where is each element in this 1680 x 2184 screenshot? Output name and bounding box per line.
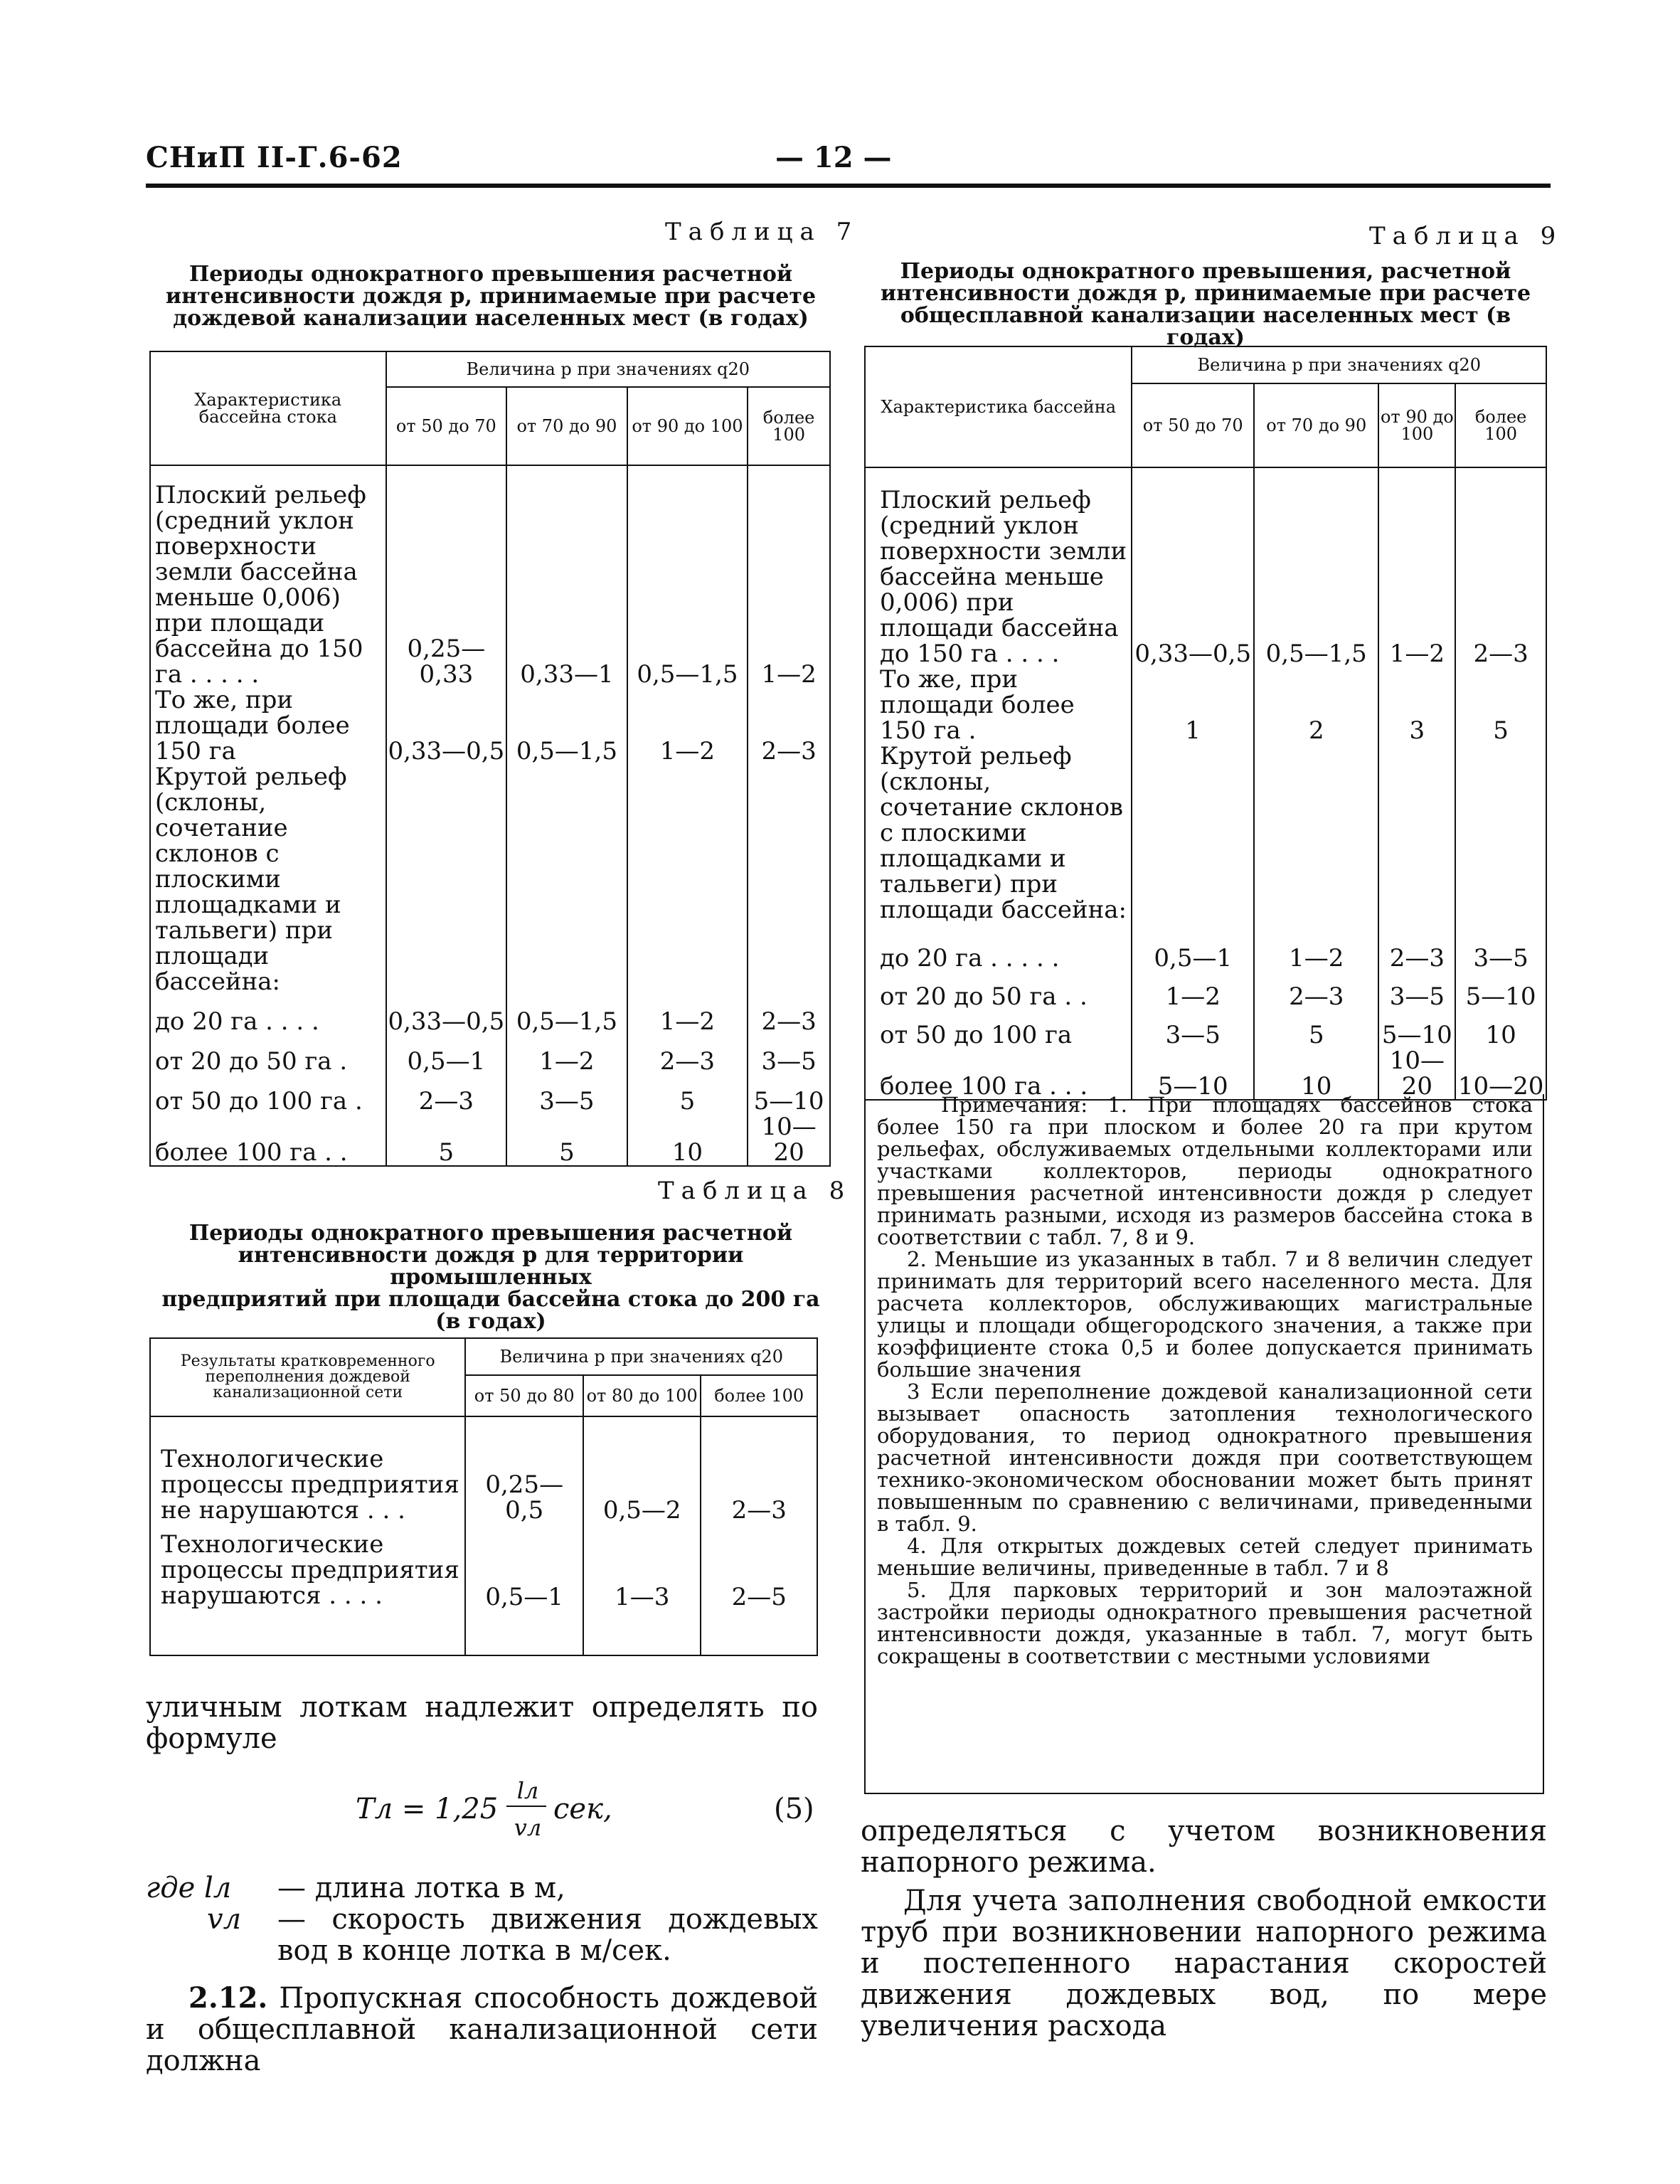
table9-cell: 2—3 <box>1378 933 1455 971</box>
table7 <box>149 351 831 1167</box>
table9-col-head: Характеристика бассейна <box>865 346 1132 467</box>
table8-group-head: Величина p при значениях q20 <box>465 1338 817 1375</box>
table9-cell: 5—10 <box>1132 1048 1254 1100</box>
table7-col: от 50 до 70 <box>386 387 507 465</box>
table9-col: от 90 до 100 <box>1378 383 1455 467</box>
right-para-2: Для учета заполнения свободной емкости труб при возникновении напорного режима и постепенного нарастания скоростей движения дождевых вод, по мере увеличения расхода <box>861 1885 1547 2042</box>
table9-cell: 0,5—1,5 <box>1254 467 1378 667</box>
table7-cell: 5 <box>506 1114 627 1166</box>
table7-col: от 90 до 100 <box>627 387 748 465</box>
table7-cell: 10 <box>627 1114 748 1166</box>
table7-cell: 2—3 <box>627 1034 748 1074</box>
table8-row-label: Технологические процессы предприятия нарушаются . . . . <box>150 1523 465 1655</box>
where-symbol-l: где lл <box>146 1872 232 1904</box>
table9-cell <box>1132 743 1254 933</box>
table8-caption-line: (в годах) <box>435 1309 546 1334</box>
formula-numerator: lл <box>516 1777 539 1804</box>
note-1: Примечания: 1. При площадях бассейнов стока более 150 га при плоском и более 20 га при крутом рельефах, обслуживаемых отдельными коллекторами или участками коллекторов, периоды однократного превышения расчетной интенсивности дождя p следует принимать разными, исходя из размеров бассейна стока в соответствии с табл. 7, 8 и 9. <box>877 1093 1533 1249</box>
table7-label: Таблица 7 <box>665 218 859 246</box>
table9-group-head: Величина p при значениях q20 <box>1132 346 1546 383</box>
table7-cell: 2—3 <box>386 1074 507 1114</box>
where-text-v: — скорость движения дождевых вод в конце лотка в м/сек. <box>277 1903 818 1967</box>
table7-cell <box>506 764 627 995</box>
table9-cell: 10—20 <box>1378 1048 1455 1100</box>
note-3: 3 Если переполнение дождевой канализационной сети вызывает опасность затопления технологического оборудования, то период однократного превышения расчетной интенсивности дождя при соответствующем технико-экономическом обосновании может быть принят повышенным по сравнению с величинами, приведенными в табл. 9. <box>877 1379 1533 1536</box>
table9-row-label: от 20 до 50 га . . <box>865 971 1132 1009</box>
para-2-12 <box>146 1983 818 2077</box>
table7-cell: 0,33—0,5 <box>386 995 507 1034</box>
table7-cell: 3—5 <box>748 1034 830 1074</box>
table9-cell: 1—2 <box>1132 971 1254 1009</box>
intro-text: уличным лоткам надлежит определять по формуле <box>146 1691 818 1755</box>
table7-row-label: То же, при площади более 150 га <box>150 687 386 764</box>
table7-cell: 0,25—0,33 <box>386 465 507 687</box>
where-symbol-v: vл <box>207 1903 242 1936</box>
table8-col: от 50 до 80 <box>465 1375 583 1416</box>
page-number: — 12 — <box>775 141 892 174</box>
table7-row-label: более 100 га . . <box>150 1114 386 1166</box>
document-code: СНиП II-Г.6-62 <box>146 141 403 174</box>
table7-row-label: Крутой рельеф (склоны, сочетание склонов с плоскими площадками и тальвеги) при площади бассейна: <box>150 764 386 995</box>
table7-col: от 70 до 90 <box>506 387 627 465</box>
table9-col: более 100 <box>1455 383 1546 467</box>
formula-unit: сек, <box>553 1793 612 1825</box>
table9 <box>864 346 1547 1101</box>
table7-cell: 0,5—1 <box>386 1034 507 1074</box>
table8-cell: 0,25—0,5 <box>465 1416 583 1523</box>
table8-cell: 1—3 <box>583 1523 701 1655</box>
table7-cell: 3—5 <box>506 1074 627 1114</box>
table8-row-label: Технологические процессы предприятия не нарушаются . . . <box>150 1416 465 1523</box>
table8-cell: 0,5—1 <box>465 1523 583 1655</box>
table9-caption-line: Периоды однократного превышения, расчетной <box>900 259 1511 284</box>
table9-row-label: до 20 га . . . . . <box>865 933 1132 971</box>
table8-caption-line: Периоды однократного превышения расчетной <box>188 1221 793 1246</box>
table7-row-label: от 50 до 100 га . <box>150 1074 386 1114</box>
formula-5 <box>356 1777 818 1862</box>
table9-row-label: от 50 до 100 га <box>865 1009 1132 1048</box>
table9-cell: 3—5 <box>1132 1009 1254 1048</box>
table8-caption <box>146 1222 836 1332</box>
table9-cell: 2—3 <box>1455 467 1546 667</box>
table9-cell: 10 <box>1254 1048 1378 1100</box>
table9-cell: 10—20 <box>1455 1048 1546 1100</box>
table9-cell: 1 <box>1132 667 1254 743</box>
where-text-l: — длина лотка в м, <box>277 1872 565 1904</box>
table9-col: от 50 до 70 <box>1132 383 1254 467</box>
formula-denominator: vл <box>514 1814 542 1841</box>
table9-cell <box>1455 743 1546 933</box>
table7-cell: 1—2 <box>748 465 830 687</box>
table7-cell: 10—20 <box>748 1114 830 1166</box>
table7-group-head: Величина p при значениях q20 <box>386 351 830 387</box>
table9-cell: 0,33—0,5 <box>1132 467 1254 667</box>
fraction-bar <box>506 1806 546 1807</box>
table9-cell: 2—3 <box>1254 971 1378 1009</box>
table9-caption-line: интенсивности дождя p, принимаемые при расчете <box>880 281 1531 306</box>
table8-cell: 2—3 <box>701 1416 817 1523</box>
table7-cell: 0,33—1 <box>506 465 627 687</box>
note-2: 2. Меньшие из указанных в табл. 7 и 8 величин следует принимать для территорий всего населенного места. Для расчета коллекторов, обслуживающих магистральные улицы и площади общегородского значения, а также при коэффициенте стока 0,5 и более допускается принимать большие значения <box>877 1247 1533 1382</box>
table8 <box>149 1337 818 1656</box>
table8-col: от 80 до 100 <box>583 1375 701 1416</box>
table8-col: более 100 <box>701 1375 817 1416</box>
table9-caption <box>861 260 1551 349</box>
table7-cell <box>748 764 830 995</box>
table9-cell: 5—10 <box>1378 1009 1455 1048</box>
table9-row-label: более 100 га . . . <box>865 1048 1132 1100</box>
table9-cell: 3 <box>1378 667 1455 743</box>
table9-cell <box>1378 743 1455 933</box>
table7-caption <box>149 263 832 329</box>
table9-notes <box>864 1094 1544 1794</box>
table7-caption-line: дождевой канализации населенных мест (в годах) <box>173 306 809 331</box>
table7-row-label: до 20 га . . . . <box>150 995 386 1034</box>
table7-cell: 5 <box>386 1114 507 1166</box>
formula-number: (5) <box>774 1793 814 1825</box>
formula-lhs: Tл = 1,25 <box>356 1793 499 1825</box>
para-number: 2.12. <box>188 1981 268 2015</box>
table8-cell: 2—5 <box>701 1523 817 1655</box>
table7-cell: 0,33—0,5 <box>386 687 507 764</box>
table9-cell <box>1254 743 1378 933</box>
table9-cell: 1—2 <box>1254 933 1378 971</box>
table7-cell: 2—3 <box>748 995 830 1034</box>
table8-cell: 0,5—2 <box>583 1416 701 1523</box>
table8-col-head: Результаты кратковременного переполнения дождевой канализационной сети <box>150 1338 465 1416</box>
table7-cell: 1—2 <box>627 995 748 1034</box>
para-text: Пропускная способность дождевой и общесплавной канализационной сети должна <box>146 1982 818 2077</box>
table9-row-label: То же, при площади более 150 га . <box>865 667 1132 743</box>
table7-cell <box>627 764 748 995</box>
table7-cell: 1—2 <box>627 687 748 764</box>
table7-cell: 0,5—1,5 <box>627 465 748 687</box>
table7-cell: 0,5—1,5 <box>506 687 627 764</box>
right-para-1: определяться с учетом возникновения напорного режима. <box>861 1815 1547 1879</box>
table9-row-label: Крутой рельеф (склоны, сочетание склонов с плоскими площадками и тальвеги) при площади бассейна: <box>865 743 1132 933</box>
table7-cell: 5 <box>627 1074 748 1114</box>
table7-col: более 100 <box>748 387 830 465</box>
where-block <box>146 1872 818 1979</box>
table9-cell: 2 <box>1254 667 1378 743</box>
table7-cell <box>386 764 507 995</box>
table7-caption-line: Периоды однократного превышения расчетной <box>188 262 793 287</box>
table7-cell: 2—3 <box>748 687 830 764</box>
table7-cell: 1—2 <box>506 1034 627 1074</box>
table9-cell: 5—10 <box>1455 971 1546 1009</box>
table9-label: Таблица 9 <box>1369 222 1563 250</box>
table9-cell: 0,5—1 <box>1132 933 1254 971</box>
table7-cell: 0,5—1,5 <box>506 995 627 1034</box>
table8-caption-line: интенсивности дождя p для территории промышленных <box>238 1243 744 1290</box>
note-4: 4. Для открытых дождевых сетей следует принимать меньшие величины, приведенные в табл. 7 и 8 <box>877 1534 1533 1580</box>
table7-row-label: от 20 до 50 га . <box>150 1034 386 1074</box>
table8-caption-line: предприятий при площади бассейна стока до 200 га <box>161 1287 820 1312</box>
header-rule <box>146 184 1551 188</box>
table9-row-label: Плоский рельеф (средний уклон поверхности земли бассейна меньше 0,006) при площади бассейна до 150 га . . . . <box>865 467 1132 667</box>
table7-row-label: Плоский рельеф (средний уклон поверхности земли бассейна меньше 0,006) при площади бассейна до 150 га . . . . . <box>150 465 386 687</box>
table9-caption-line: общесплавной канализации населенных мест (в годах) <box>900 303 1511 350</box>
table9-cell: 5 <box>1254 1009 1378 1048</box>
table7-cell: 5—10 <box>748 1074 830 1114</box>
table9-cell: 5 <box>1455 667 1546 743</box>
table8-label: Таблица 8 <box>658 1177 852 1205</box>
table7-col-head: Характеристика бассейна стока <box>150 351 386 465</box>
table9-col: от 70 до 90 <box>1254 383 1378 467</box>
table9-cell: 3—5 <box>1378 971 1455 1009</box>
table9-cell: 1—2 <box>1378 467 1455 667</box>
table9-cell: 3—5 <box>1455 933 1546 971</box>
table9-cell: 10 <box>1455 1009 1546 1048</box>
table7-caption-line: интенсивности дождя p, принимаемые при расчете <box>165 284 817 309</box>
note-5: 5. Для парковых территорий и зон малоэтажной застройки периоды однократного превышения расчетной интенсивности дождя, указанные в табл. 7, могут быть сокращены в соответствии с местными условиями <box>877 1578 1533 1668</box>
